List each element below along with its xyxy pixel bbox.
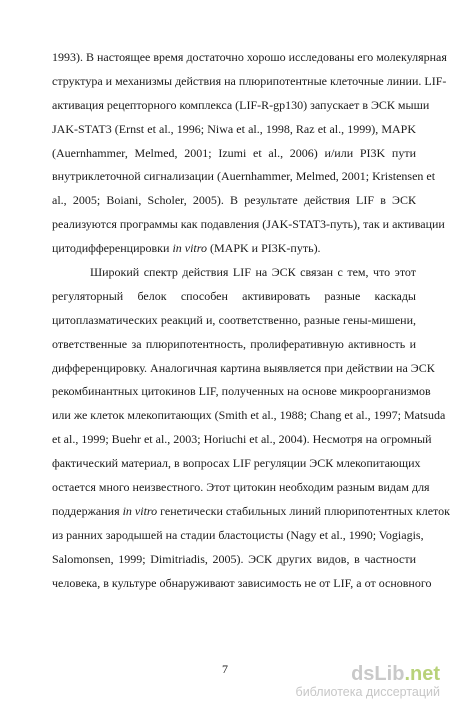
watermark-logo [296, 663, 440, 685]
text-line: цитоплазматических реакций и, соответственно, разные гены-мишени, [52, 312, 416, 327]
text-line: внутриклеточной сигнализации (Auernhammer, Melmed, 2001; Kristensen et [52, 169, 436, 184]
text-line: (Auernhammer, Melmed, 2001; Izumi et al., 2006) и/или PI3K пути [52, 145, 416, 160]
watermark-logo-main: dsLib [351, 663, 405, 685]
text-line: рекомбинантных цитокинов LIF, полученных на основе микроорганизмов [52, 384, 431, 399]
text-line: регуляторный белок способен активировать разные каскады [52, 288, 416, 303]
watermark [296, 663, 440, 699]
text-line: фактический материал, в вопросах LIF регуляции ЭСК млекопитающих [52, 456, 421, 471]
text-line: et al., 1999; Buehr et al., 2003; Horiuchi et al., 2004). Несмотря на огромный [52, 432, 432, 447]
text-line: дифференцировку. Аналогичная картина выявляется при действии на ЭСК [52, 360, 435, 375]
text-line: Широкий спектр действия LIF на ЭСК связан с тем, что этот [90, 265, 416, 280]
watermark-subtitle: библиотека диссертаций [295, 685, 440, 699]
text-line: структура и механизмы действия на плюрипотентные клеточные линии. LIF- [52, 73, 447, 88]
body-text [52, 46, 450, 595]
italic-term: in vitro [172, 241, 207, 256]
text-line: цитодифференцировки in vitro (MAPK и PI3K-путь). [52, 241, 321, 256]
text-line: остается много неизвестного. Этот цитокин необходим разным видам для [52, 480, 430, 495]
text-line: реализуются программы как подавления (JAK-STAT3-путь), так и активации [52, 217, 445, 232]
text-line: al., 2005; Boiani, Scholer, 2005). В результате действия LIF в ЭСК [52, 193, 416, 208]
text-line: ответственные за плюрипотентность, пролиферативную активность и [52, 336, 416, 351]
watermark-logo-tld: .net [404, 663, 440, 685]
text-line: человека, в культуре обнаруживают зависимость не от LIF, а от основного [52, 575, 432, 590]
paragraph-2 [52, 261, 450, 595]
text-line: 1993). В настоящее время достаточно хорошо исследованы его молекулярная [52, 50, 447, 64]
page-number: 7 [222, 662, 228, 676]
text-line: из ранних зародышей на стадии бластоцисты (Nagy et al., 1990; Vogiagis, [52, 527, 424, 542]
paragraph-1 [52, 46, 447, 261]
text-line: или же клеток млекопитающих (Smith et al., 1988; Chang et al., 1997; Matsuda [52, 408, 446, 423]
text-line: JAK-STAT3 (Ernst et al., 1996; Niwa et al., 1998, Raz et al., 1999), MAPK [52, 121, 416, 136]
text-line: активация рецепторного комплекса (LIF-R-gp130) запускает в ЭСК мыши [52, 97, 430, 112]
text-line: Salomonsen, 1999; Dimitriadis, 2005). ЭСК других видов, в частности [52, 551, 416, 566]
italic-term: in vitro [122, 503, 158, 518]
text-line: поддержания in vitro генетически стабильных линий плюрипотентных клеток [52, 503, 450, 518]
